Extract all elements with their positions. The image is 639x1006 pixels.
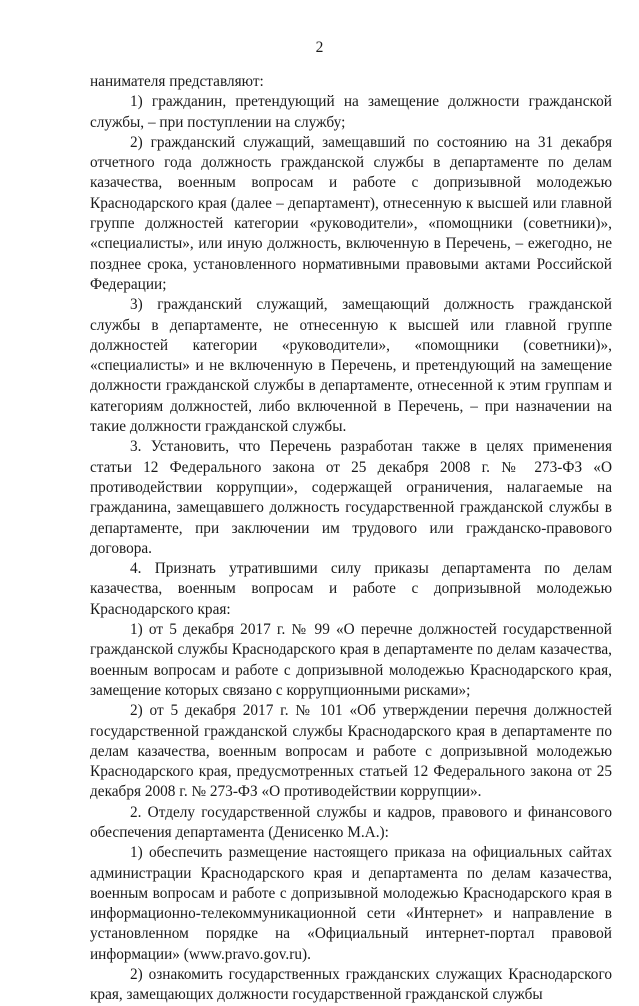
page-number: 2 <box>315 39 324 56</box>
paragraph-continuation: нанимателя представляют: <box>90 73 264 90</box>
paragraph-item-2-employee: 2) гражданский служащий, замещавший по состоянию на 31 декабря отчетного года должность гражданской службы в департаменте по делам казачества, военным вопросам и работе с допризывной молодежью Краснодарского края (далее – департамент), отнесенную к высшей или главной группе должностей категории «руководители», «помощники (советники)», «специалисты», или иную должность, включенную в Перечень, – ежегодно, не позднее срока, установленного нормативными правовыми актами Российской Федерации; <box>90 133 612 293</box>
paragraph-clause-3: 3. Установить, что Перечень разработан также в целях применения статьи 12 Федерального закона от 25 декабря 2008 г. № 273-ФЗ «О противодействии коррупции», содержащей ограничения, налагаемые на гражданина, замещавшего должность государственной гражданской службы в департаменте, при заключении им трудового или гражданско-правового договора. <box>90 438 612 557</box>
paragraph-clause-4: 4. Признать утратившими силу приказы департамента по делам казачества, военным вопросам и работе с допризывной молодежью Краснодарского края: <box>90 560 612 618</box>
paragraph-order-101: 2) от 5 декабря 2017 г. № 101 «Об утверждении перечня должностей государственной гражданской службы Краснодарского края в департаменте по делам казачества, военным вопросам и работе с допризывной молодежью Краснодарского края, предусмотренных статьей 12 Федерального закона от 25 декабря 2008 г. № 273-ФЗ «О противодействии коррупции». <box>90 702 612 801</box>
paragraph-publish-order: 1) обеспечить размещение настоящего приказа на официальных сайтах администрации Краснодарского края и департамента по делам казачества, военным вопросам и работе с допризывной молодежью Краснодарского края в информационно-телекоммуникационной сети «Интернет» и направление в установленном порядке на «Официальный интернет-портал правовой информации» (www.pravo.gov.ru). <box>90 844 612 963</box>
paragraph-order-99: 1) от 5 декабря 2017 г. № 99 «О перечне должностей государственной гражданской службы Краснодарского края в департаменте по делам казачества, военным вопросам и работе с допризывной молодежью Краснодарского края, замещение которых связано с коррупционными рисками»; <box>90 621 612 699</box>
paragraph-acquaint-employees: 2) ознакомить государственных гражданских служащих Краснодарского края, замещающих должности государственной гражданской службы <box>90 966 612 1004</box>
paragraph-item-1-candidate: 1) гражданин, претендующий на замещение должности гражданской службы, – при поступлении на службу; <box>90 93 612 131</box>
document-body <box>90 72 612 1006</box>
paragraph-item-3-employee-transfer: 3) гражданский служащий, замещающий должность гражданской службы в департаменте, не отнесенную к высшей или главной группе должностей категории «руководители», «помощники (советники)», «специалисты» и не включенную в Перечень, и претендующий на замещение должности гражданской службы в департаменте, отнесенной к этим группам и категориям должностей, либо включенной в Перечень, – при назначении на такие должности гражданской службы. <box>90 296 612 436</box>
paragraph-clause-2-department: 2. Отделу государственной службы и кадров, правового и финансового обеспечения департамента (Денисенко М.А.): <box>90 803 612 841</box>
